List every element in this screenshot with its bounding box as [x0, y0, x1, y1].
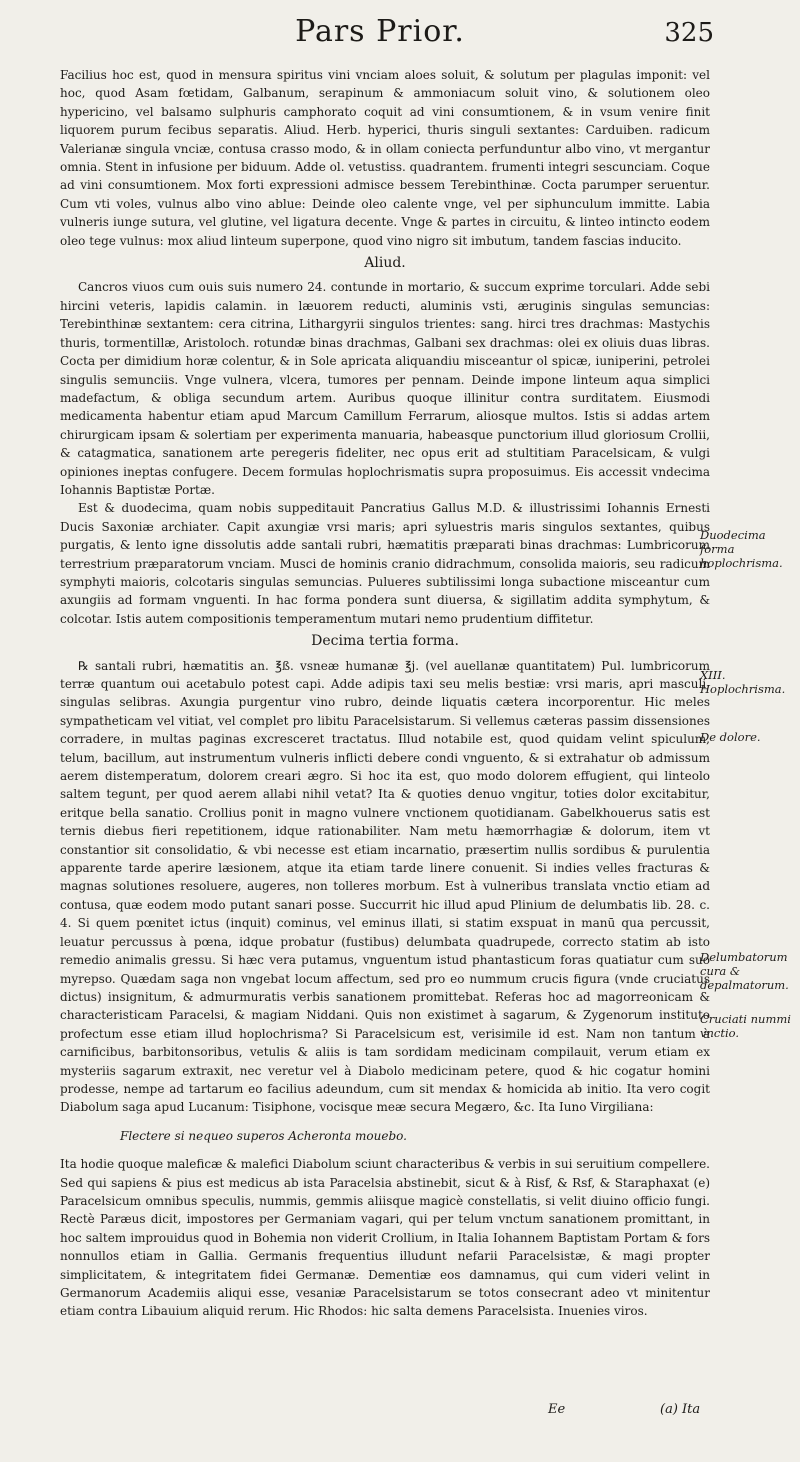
- signature-mark: Ee: [548, 1402, 566, 1417]
- section-heading: Aliud.: [364, 255, 406, 272]
- margin-note: De dolore.: [700, 730, 761, 744]
- page-number: 325: [664, 18, 714, 48]
- paragraph: ℞ santali rubri, hæmatitis an. ℥ß. vsneæ humanæ ℥j. (vel auellanæ quantitatem) Pul. lumbricorum terræ quantum oui acetabulo potest capi. Adde adipis taxi seu melis bestiæ: vrsi maris, apri masculi, singulas selibras. Axungia purgentur vino rubro, deinde liquatis cætera incorporentur. Hic meles sympatheticam vel vitiat, vel complet pro libitu Paracelsistarum. Si vellemus cæteras passim dissensiones corradere, in multas paginas excresceret tractatus. Illud notabile est, quod quidam velint spiculum, telum, bacillum, aut instrumentum vulneris inflicti debere condi vnguento, & si extrahatur ob admissum aerem distemperatum, dolorem creari ægro. Si hoc ita est, quo modo dolorem effugient, qui linteolo saltem tegunt, per quod aerem allabi nihil vetat? Ita & quoties denuo vngitur, toties dolor excitabitur, eritque bella sanatio. Crollius ponit in magno vulnere vnctionem quotidianam. Gabelkhouerus satis est ternis diebus fieri repetitionem, idque rationabiliter. Nam metu hæmorrhagiæ & dolorum, item vt constantior sit consolidatio, & vbi necesse est etiam incarnatio, præsertim nullis sordibus & purulentia apparente tarde aperire læsionem, atque ita etiam tarde linere conuenit. Si indies velles fracturas & magnas solutiones resoluere, augeres, non tolleres morbum. Est à vulneribus translata vnctio etiam ad contusa, quæ eodem modo putant sanari posse. Succurrit hic illud apud Plinium de delumbatis lib. 28. c. 4. Si quem pœnitet ictus (inquit) cominus, vel eminus illati, si statim exspuat in manū qua percussit, leuatur percussus à pœna, idque probatur (fustibus) delumbata quadrupede, correcto statim ab isto remedio animalis gressu. Si hæc vera putamus, vnguentum istud phantasticum foras quatiatur cum suo myrepso. Quædam saga non vngebat locum affectum, sed pro eo nummum crucis figura (vnde cruciatus dictus) insignitum, & admurmuratis verbis sanationem promittebat. Referas hoc ad magorreonicam & characteristicam Paracelsi, & magiam Niddani. Quis non existimet à sagarum, & Zygenorum instituto profectum esse etiam illud hoplochrisma? Si Paracelsicum est, verisimile id est. Nam non tantum à carnificibus, barbitonsoribus, vetulis & aliis is tam sordidam medicinam compilauit, verum etiam ex mysteriis sagarum extraxit, nec veretur vel à Diabolo medicinam petere, quod & hic cogatur homini prodesse, nempe ad tartarum eo facilius adeundum, cum sit mendax & homicida ab initio. Ita vero cogit Diabolum saga apud Lucanum: Tisiphone, vocisque meæ secura Megæro, &c. Ita Iuno Virgiliana:: [60, 658, 710, 1115]
- margin-note: Duodecima forma hoplochrisma.: [700, 528, 783, 570]
- catchword: (a) Ita: [660, 1402, 701, 1417]
- verse-quote: Flectere si nequeo superos Acheronta mouebo.: [120, 1128, 407, 1143]
- margin-note: XIII. Hoplochrisma.: [700, 668, 786, 696]
- running-title: Pars Prior.: [295, 14, 465, 49]
- section-heading: Decima tertia forma.: [311, 633, 459, 650]
- margin-note: Delumbatorum cura & depalmatorum.: [700, 950, 789, 992]
- main-text: [60, 66, 710, 1321]
- margin-note: Cruciati nummi vnctio.: [700, 1012, 791, 1040]
- paragraph: Cancros viuos cum ouis suis numero 24. contunde in mortario, & succum exprime torculari. Adde sebi hircini veteris, lapidis calamin. in læuorem reducti, aluminis vsti, æruginis singulas semuncias: Terebinthinæ sextantem: cera citrina, Lithargyrii singulos trientes: sang. hirci tres drachmas: Mastychis thuris, tormentillæ, Aristoloch. rotundæ binas drachmas, Galbani sex drachmas: olei ex oliuis duas libras. Cocta per dimidium horæ colentur, & in Sole apricata aliquandiu misceantur ol spicæ, iuniperini, petrolei singulis semunciis. Vnge vulnera, vlcera, tumores per pennam. Deinde impone linteum aqua simplici madefactum, & obliga secundum artem. Auribus quoque illinitur contra surditatem. Eiusmodi medicamenta habentur etiam apud Marcum Camillum Ferrarum, aliosque multos. Istis si addas artem chirurgicam ipsam & solertiam per experimenta manuaria, habeasque punctorium illud gloriosum Crollii, & catagmatica, sanationem arte peregeris fideliter, nec opus erit ad stultitiam Paracelsicam, & vulgi opiniones ineptas confugere. Decem formulas hoplochrismatis supra proposuimus. Eis accessit vndecima Iohannis Baptistæ Portæ.: [60, 280, 710, 497]
- paragraph: Est & duodecima, quam nobis suppeditauit Pancratius Gallus M.D. & illustrissimi Iohannis Ernesti Ducis Saxoniæ archiater. Capit axungiæ vrsi maris; apri syluestris maris singulos sextantes, quibus purgatis, & lento igne dissolutis adde santali rubri, hæmatitis præparati binas drachmas: Lumbricorum terrestrium præparatorum vnciam. Musci de hominis cranio didrachmum, consolida maioris, seu radicum symphyti maioris, colcotaris singulas semuncias. Pulueres subtilissimi longa subactione misceantur cum axungiis ad formam vnguenti. In hac forma pondera sunt diuersa, & sigillatim addita symphytum, & colcotar. Istis autem compositionis temperamentum mutari nemo prudentium diffitetur.: [60, 501, 710, 626]
- paragraph: Ita hodie quoque maleficæ & malefici Diabolum sciunt characteribus & verbis in sui seruitium compellere. Sed qui sapiens & pius est medicus ab ista Paracelsia abstinebit, sicut & à Risf, & Rsf, & Staraphaxat (e) Paracelsicum omnibus speculis, nummis, gemmis aliisque magicè constellatis, si velit diuino officio fungi. Rectè Paræus dicit, impostores per Germaniam vagari, qui per telum vnctum sanationem promittant, in hoc saltem improuidus quod in Bohemia non viderit Crollium, in Italia Iohannem Baptistam Portam & fors nonnullos etiam in Gallia. Germanis frequentius illudunt nefarii Paracelsistæ, & magi propter simplicitatem, & integritatem fidei Germanæ. Dementiæ eos damnamus, qui cum videri velint in Germanorum Academiis aliqui esse, vesaniæ Paracelsistarum se totos consecrant adeo vt minitentur etiam contra Libauium aliquid rerum. Hic Rhodos: hic salta demens Paracelsista. Inuenies viros.: [60, 1157, 710, 1319]
- paragraph: Facilius hoc est, quod in mensura spiritus vini vnciam aloes soluit, & solutum per plagulas imponit: vel hoc, quod Asam fœtidam, Galbanum, serapinum & ammoniacum soluit vino, & solutionem oleo hypericino, vel balsamo sulphuris camphorato coquit ad vini consumtionem, & in vsum venire finit liquorem purum fecibus separatis. Aliud. Herb. hyperici, thuris singuli sextantes: Carduiben. radicum Valerianæ singula vnciæ, contusa crasso modo, & in ollam coniecta perfunduntur albo vino, vt mergantur omnia. Stent in infusione per biduum. Adde ol. vetustiss. quadrantem. frumenti integri sescunciam. Coque ad vini consumtionem. Mox forti expressioni admisce bessem Terebinthinæ. Cocta parumper seruentur. Cum vti voles, vulnus albo vino ablue: Deinde oleo calente vnge, vel per siphunculum immitte. Labia vulneris iunge sutura, vel glutine, vel ligatura decente. Vnge & partes in circuitu, & linteo intincto eodem oleo tege vulnus: mox aliud linteum superpone, quod vino nigro sit imbutum, tandem fascias inducito.: [60, 68, 710, 248]
